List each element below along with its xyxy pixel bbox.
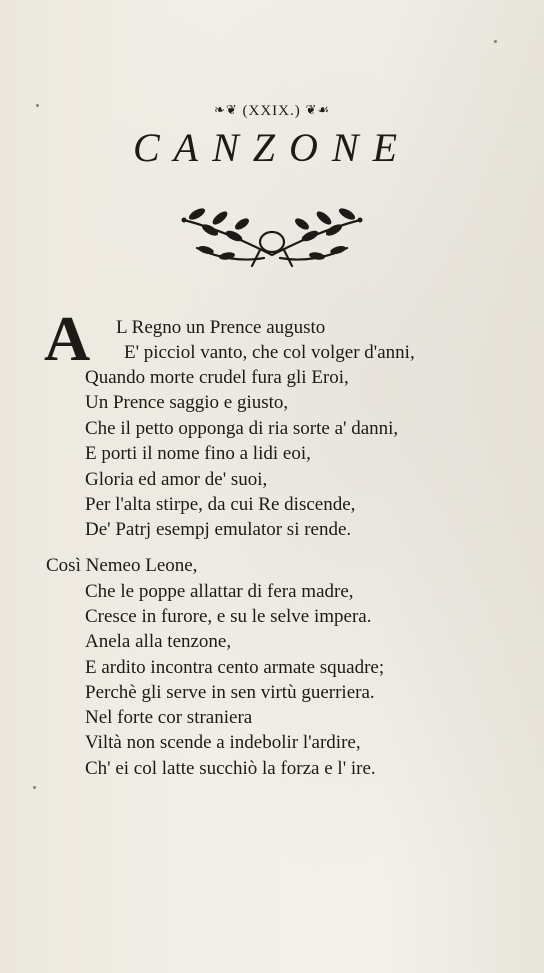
verse-line: Un Prence saggio e giusto, <box>85 392 289 413</box>
verse-line: Gloria ed amor de' suoi, <box>85 469 268 490</box>
verse-line: Cresce in furore, e su le selve impera. <box>85 606 372 627</box>
page-title: CANZONE <box>132 125 412 170</box>
laurel-vignette-icon <box>172 200 372 270</box>
verse-line: Quando morte crudel fura gli Eroi, <box>85 367 349 388</box>
verse-line: Anela alla tenzone, <box>85 631 232 652</box>
paper-speck <box>33 786 36 789</box>
verse-line: Viltà non scende a indebolir l'ardire, <box>85 732 361 753</box>
verse-line: De' Patrj esempj emulator si rende. <box>85 519 352 540</box>
verse-line: E' picciol vanto, che col volger d'anni, <box>124 342 415 363</box>
verse-line: Così Nemeo Leone, <box>46 555 198 576</box>
page-number <box>0 103 544 120</box>
verse-line: Per l'alta stirpe, da cui Re discende, <box>85 494 356 515</box>
verse-line: L Regno un Prence augusto <box>116 317 326 338</box>
page-number-text: (XXIX.) <box>242 103 301 119</box>
verse-line: Che le poppe allattar di fera madre, <box>85 581 354 602</box>
verse-line: Nel forte cor straniera <box>85 707 253 728</box>
paper-speck <box>36 104 39 107</box>
verse-line: Che il petto opponga di ria sorte a' danni, <box>85 418 399 439</box>
verse-line: E porti il nome fino a lidi eoi, <box>85 443 311 464</box>
drop-cap-initial: A <box>44 303 91 374</box>
verse-line: E ardito incontra cento armate squadre; <box>85 657 385 678</box>
paper-speck <box>494 40 497 43</box>
fleuron-right-icon: ❦☙ <box>305 102 331 117</box>
verse-line: Ch' ei col latte succhiò la forza e l' ire. <box>85 758 376 779</box>
verse-line: Perchè gli serve in sen virtù guerriera. <box>85 682 375 703</box>
fleuron-left-icon: ❧❦ <box>213 102 238 117</box>
